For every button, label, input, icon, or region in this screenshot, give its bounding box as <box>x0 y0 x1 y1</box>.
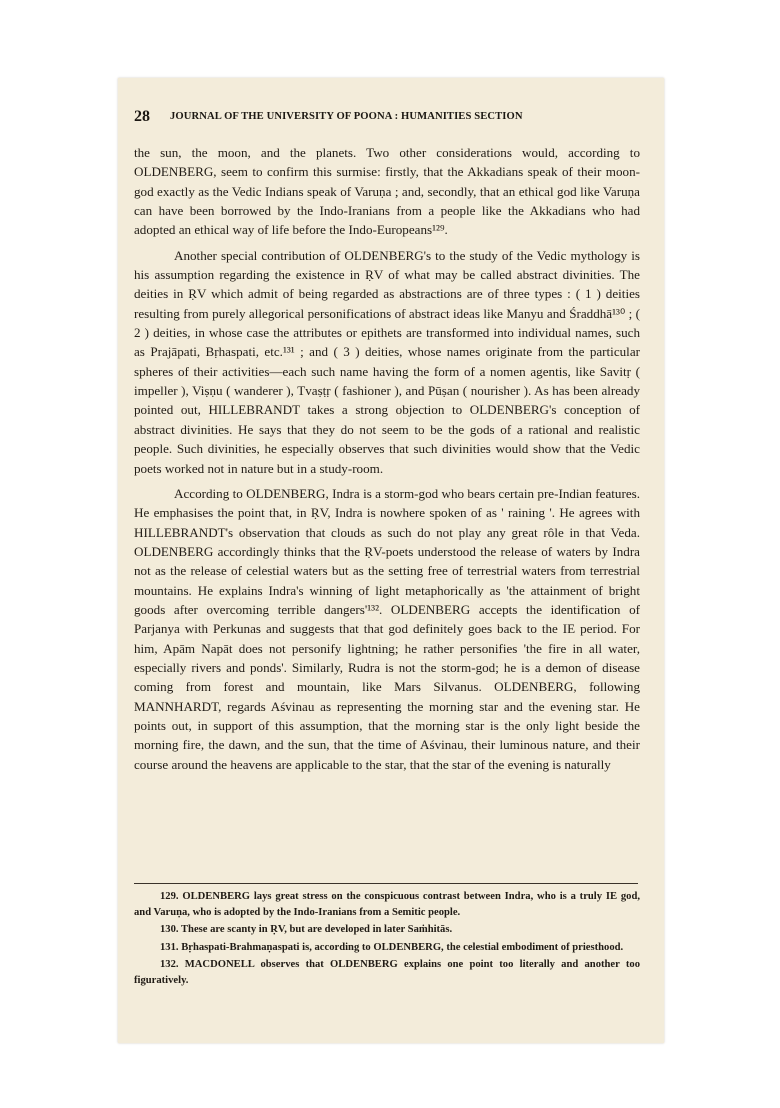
footnote: 129. OLDENBERG lays great stress on the conspicuous contrast between Indra, who is a truly IE god, and Varuṇa, who is adopted by the Indo-Iranians from a Semitic people. <box>134 891 640 918</box>
footnote-rule <box>134 883 638 884</box>
body-text <box>134 143 640 774</box>
page-number: 28 <box>134 108 150 125</box>
paragraph: According to OLDENBERG, Indra is a storm-god who bears certain pre-Indian features. He emphasises the point that, in ṚV, Indra is nowhere spoken of as ' raining '. He agrees with HILLEBRANDT's observation that clouds as such do not play any great rôle in that Veda. OLDENBERG accordingly thinks that the ṚV-poets understood the release of waters by Indra not as the release of celestial waters but as the setting free of terrestrial waters from terrestrial mountains. He explains Indra's winning of light metaphorically as 'the attainment of bright goods after overcoming terrible dangers'¹³². OLDENBERG accepts the identification of Parjanya with Perkunas and suggests that that god definitely goes back to the IE period. For him, Apām Napāt does not personify lightning; he rather personifies 'the fire in all water, especially rivers and ponds'. Similarly, Rudra is not the storm-god; he is a demon of disease coming from forest and mountain, like Mars Silvanus. OLDENBERG, following MANNHARDT, regards Aśvinau as representing the morning star and the evening star. He points out, in support of this assumption, that the morning star is the only light beside the morning fire, the dawn, and the sun, that the time of Aśvinau, their luminous nature, and their course around the heavens are applicable to the star, that the star of the evening is naturally <box>134 485 640 772</box>
footnote: 130. These are scanty in ṚV, but are developed in later Saṁhitās. <box>160 924 453 935</box>
paragraph: Another special contribution of OLDENBERG's to the study of the Vedic mythology is his assumption regarding the existence in ṚV of what may be called abstract divinities. The deities in ṚV which admit of being regarded as abstractions are of three types : ( 1 ) deities resulting from purely allegorical personifications of abstract ideas like Manyu and Śraddhā¹³⁰ ; ( 2 ) deities, in whose case the attributes or epithets are transformed into individual names, such as Prajāpati, Bṛhaspati, etc.¹³¹ ; and ( 3 ) deities, whose names originate from the particular spheres of their activities—each such name having the form of a nomen agentis, like Savitṛ ( impeller ), Viṣṇu ( wanderer ), Tvaṣṭṛ ( fashioner ), and Pūṣan ( nourisher ). As has been already pointed out, HILLEBRANDT takes a strong objection to OLDENBERG's conception of abstract divinities. He says that they do not seem to be the gods of a rational and realistic people. Such divinities, he especially observes that such divinities would show that the Vedic poets worked not in nature but in a study-room. <box>134 247 640 476</box>
footnotes <box>134 889 640 990</box>
paragraph: the sun, the moon, and the planets. Two other considerations would, according to OLDENBERG, seem to confirm this surmise: firstly, that the Akkadians speak of their moon-god exactly as the Vedic Indians speak of Varuṇa ; and, secondly, that an ethical god like Varuṇa can have been borrowed by the Indo-Iranians from a people like the Akkadians who had adopted an ethical way of life before the Indo-Europeans¹²⁹. <box>134 145 640 238</box>
footnote: 132. MACDONELL observes that OLDENBERG explains one point too literally and another too figuratively. <box>134 959 640 986</box>
footnote: 131. Bṛhaspati-Brahmaṇaspati is, according to OLDENBERG, the celestial embodiment of priesthood. <box>160 941 624 953</box>
page-header <box>134 108 634 128</box>
running-head: JOURNAL OF THE UNIVERSITY OF POONA : HUMANITIES SECTION <box>170 111 523 122</box>
